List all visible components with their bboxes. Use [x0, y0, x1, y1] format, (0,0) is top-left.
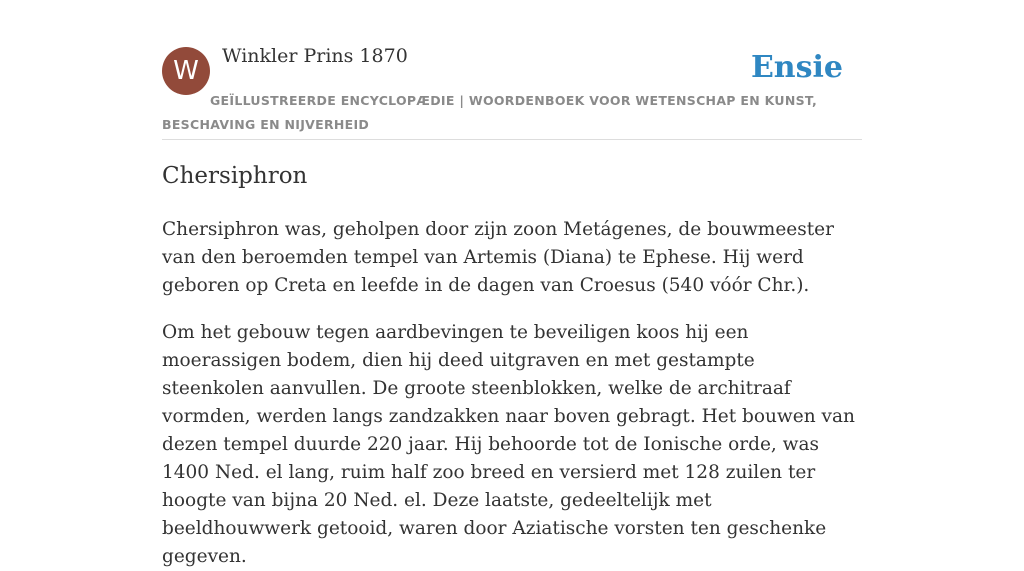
- source-title-link[interactable]: Winkler Prins 1870: [222, 45, 408, 67]
- entry-paragraph-1: Chersiphron was, geholpen door zijn zoon Metágenes, de bouwmeester van den beroemden tempel van Artemis (Diana) te Ephese. Hij werd geboren op Creta en leefde in de dagen van Croesus (540 vóór Chr.).: [162, 219, 834, 296]
- entry-paragraph-2: Om het gebouw tegen aardbevingen te beveiligen koos hij een moerassigen bodem, dien hij deed uitgraven en met gestampte steenkolen aanvullen. De groote steenblokken, welke de architraaf vormden, werden langs zandzakken naar boven gebragt. Het bouwen van dezen tempel duurde 220 jaar. Hij behoorde tot de Ionische orde, was 1400 Ned. el lang, ruim half zoo breed en versierd met 128 zuilen ter hoogte van bijna 20 Ned. el. Deze laatste, gedeeltelijk met beeldhouwwerk getooid, waren door Aziatische vorsten ten geschenke gegeven.: [162, 322, 855, 567]
- entry-title: Chersiphron: [162, 163, 308, 189]
- ensie-logo[interactable]: Ensie: [750, 50, 843, 85]
- source-subtitle: GEÏLLUSTREERDE ENCYCLOPÆDIE | WOORDENBOEK VOOR WETENSCHAP EN KUNST, BESCHAVING EN NIJVERHEID: [162, 93, 818, 132]
- source-avatar[interactable]: W: [162, 47, 210, 95]
- header-divider: [162, 139, 862, 140]
